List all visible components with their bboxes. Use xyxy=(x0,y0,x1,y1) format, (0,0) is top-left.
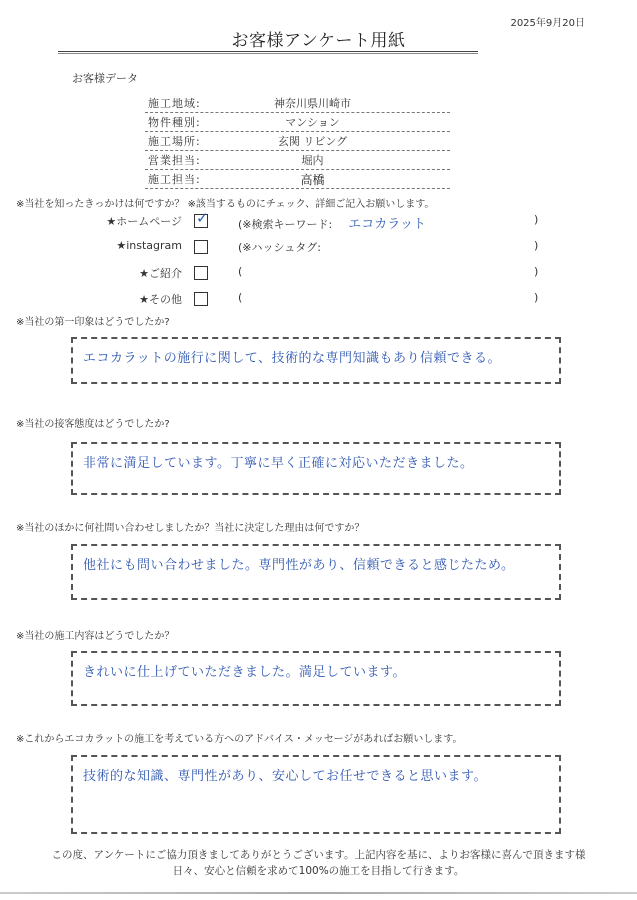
question-other-companies: ※当社のほかに何社問い合わせしましたか？当社に決定した理由は何ですか？ xyxy=(16,523,365,534)
answer-text: きれいに仕上げていただきました。満足しています。 xyxy=(83,665,406,680)
customer-data-label: お客様データ xyxy=(72,72,138,85)
info-key: 物件種別: xyxy=(148,116,201,129)
option-detail xyxy=(238,265,242,278)
info-row-sales-rep xyxy=(145,151,450,170)
detail-close: ) xyxy=(534,291,539,304)
answer-text: エコカラットの施行に関して、技術的な専門知識もあり信頼できる。 xyxy=(83,351,501,366)
option-label: ★instagram xyxy=(116,239,182,252)
detail-prefix: ( xyxy=(238,265,243,278)
info-key: 営業担当: xyxy=(148,154,201,167)
checkbox-referral[interactable] xyxy=(194,266,208,280)
source-option-other xyxy=(0,291,637,309)
source-option-homepage xyxy=(0,209,637,232)
option-label: ★その他 xyxy=(139,293,182,306)
detail-close: ) xyxy=(534,265,539,278)
checkbox-other[interactable] xyxy=(194,292,208,306)
page-title: お客様アンケート用紙 xyxy=(231,31,406,51)
info-row-installer xyxy=(145,170,450,189)
footer-line-2: 日々、安心と信頼を求めて100%の施工を目指して行きます。 xyxy=(172,865,465,877)
info-row-area xyxy=(145,94,450,113)
question-first-impression: ※当社の第一印象はどうでしたか? xyxy=(16,317,170,328)
detail-close: ) xyxy=(534,239,539,252)
info-row-property-type xyxy=(145,113,450,132)
title-underline xyxy=(58,51,478,54)
checkbox-instagram[interactable] xyxy=(194,240,208,254)
option-detail xyxy=(238,291,242,304)
question-service-attitude: ※当社の接客態度はどうでしたか? xyxy=(16,419,170,430)
answer-text: 他社にも問い合わせました。専門性があり、信頼できると感じたため。 xyxy=(83,558,515,573)
detail-prefix: (※ハッシュタグ: xyxy=(238,241,321,254)
answer-text: 技術的な知識、専門性があり、安心してお任せできると思います。 xyxy=(83,769,487,784)
answer-box-other-companies[interactable] xyxy=(71,544,561,600)
info-value: 堀内 xyxy=(301,154,324,167)
footer-line-1: この度、アンケートにご協力頂きましてありがとうございます。上記内容を基に、よりお客様に喜んで頂きます様 xyxy=(51,849,586,861)
source-option-referral xyxy=(0,265,637,283)
option-detail xyxy=(238,213,426,232)
option-detail xyxy=(238,239,321,255)
info-key: 施工場所: xyxy=(148,135,201,148)
info-value-handwritten: 高橋 xyxy=(300,172,325,187)
detail-prefix: ( xyxy=(238,291,243,304)
question-work-quality: ※当社の施工内容はどうでしたか？ xyxy=(16,631,175,642)
answer-box-service-attitude[interactable] xyxy=(71,442,561,495)
detail-prefix: (※検索キーワード: xyxy=(238,218,333,231)
detail-close: ) xyxy=(534,213,539,226)
source-option-instagram xyxy=(0,239,637,257)
detail-value-field[interactable]: エコカラット xyxy=(348,217,426,232)
info-row-location xyxy=(145,132,450,151)
bottom-divider xyxy=(0,892,637,894)
info-value: マンション xyxy=(285,116,340,129)
info-value: 神奈川県川崎市 xyxy=(274,97,351,110)
answer-box-advice[interactable] xyxy=(71,755,561,834)
option-label: ★ホームページ xyxy=(106,215,182,228)
source-question: ※当社を知ったきっかけは何ですか？ ※該当するものにチェック、詳細ご記入お願いします。 xyxy=(16,199,435,210)
answer-box-work-quality[interactable] xyxy=(71,651,561,706)
check-icon: ✓ xyxy=(196,209,209,227)
option-label: ★ご紹介 xyxy=(139,267,182,280)
footer-message xyxy=(0,847,637,879)
answer-text: 非常に満足しています。丁寧に早く正確に対応いただきました。 xyxy=(83,456,474,471)
answer-box-first-impression[interactable] xyxy=(71,337,561,384)
question-advice: ※これからエコカラットの施工を考えている方へのアドバイス・メッセージがあればお願いします。 xyxy=(16,734,463,745)
date: 2025年9月20日 xyxy=(510,18,585,29)
info-key: 施工地域: xyxy=(148,97,201,110)
info-value: 玄関 リビング xyxy=(277,135,348,148)
customer-data-table xyxy=(145,94,450,189)
info-key: 施工担当: xyxy=(148,173,201,186)
